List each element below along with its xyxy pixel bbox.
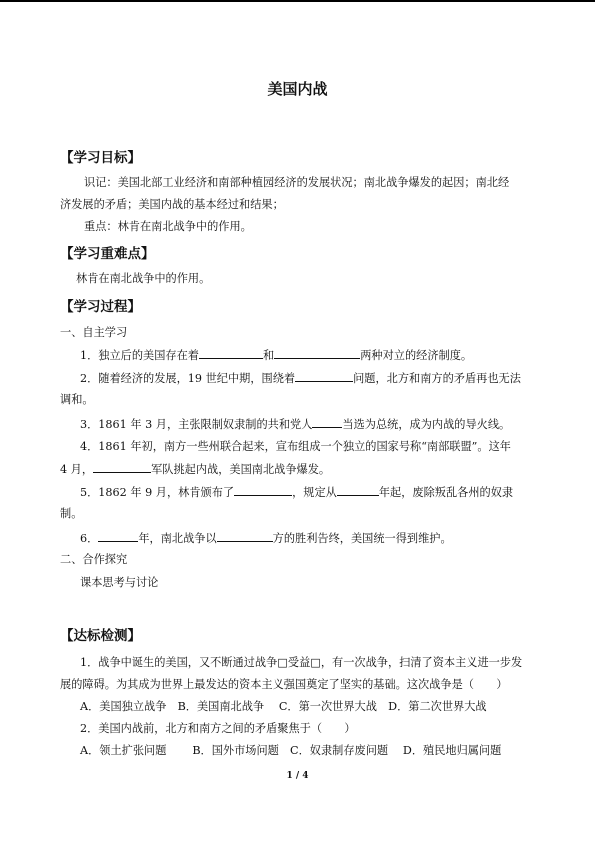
top-rule (0, 0, 595, 2)
key-text: 林肯在南北战争中的作用。 (76, 272, 211, 285)
q2-text-b: 问题，北方和南方的矛盾再也无法 (353, 372, 521, 385)
question-4: 4．1861 年初，南方一些州联合起来，宣布组成一个独立的国家号称“南部联盟”。这年 (80, 440, 511, 453)
fill-blank[interactable] (199, 347, 263, 359)
q6-text-c: 方的胜利告终，美国统一得到维护。 (272, 532, 452, 545)
q6-text-b: 年，南北战争以 (138, 532, 217, 545)
question-3 (80, 416, 510, 432)
question-1 (80, 347, 472, 363)
discussion-text: 课本思考与讨论 (80, 576, 159, 589)
test-2-question: 2．美国内战前，北方和南方之间的矛盾聚焦于（ ） (80, 722, 356, 735)
coop-label: 二、合作探究 (60, 553, 128, 566)
question-6 (80, 530, 452, 546)
goals-line-1: 识记：美国北部工业经济和南部种植园经济的发展状况；南北战争爆发的起因；南北经 (84, 176, 510, 189)
q5-text-b: ，规定从 (292, 486, 337, 499)
fill-blank[interactable] (93, 461, 151, 473)
q6-text-a: 6． (80, 532, 99, 545)
q5-text-c: 年起，废除叛乱各州的奴隶 (378, 486, 514, 499)
q1-text-b: 和 (263, 349, 275, 362)
test-1-line-2: 展的障碍。为其成为世界上最发达的资本主义强国奠定了坚实的基础。这次战争是（ ） (60, 678, 508, 691)
goals-line-2: 济发展的矛盾；美国内战的基本经过和结果； (60, 198, 284, 211)
key-heading: 【学习重难点】 (60, 246, 155, 262)
fill-blank[interactable] (234, 484, 292, 496)
q4-continuation (60, 461, 330, 477)
fill-blank[interactable] (312, 416, 342, 428)
question-5 (80, 484, 513, 500)
q5-text-a: 5．1862 年 9 月，林肯颁布了 (80, 486, 235, 499)
page-number: 1 / 4 (286, 771, 309, 781)
q3-text-a: 3．1861 年 3 月，主张限制奴隶制的共和党人 (80, 418, 313, 431)
q4-text-b: 4 月， (60, 463, 94, 476)
question-2 (80, 370, 521, 386)
test-1-line-1: 1．战争中诞生的美国，又不断通过战争□受益□，有一次战争，扫清了资本主义进一步发 (80, 656, 523, 669)
process-heading: 【学习过程】 (60, 299, 141, 315)
goals-line-3: 重点：林肯在南北战争中的作用。 (84, 220, 252, 233)
fill-blank[interactable] (217, 530, 273, 542)
q2-continuation: 调和。 (60, 393, 94, 406)
q4-text-c: 军队挑起内战，美国南北战争爆发。 (151, 463, 331, 476)
page-title: 美国内战 (267, 80, 328, 98)
q1-text-a: 1．独立后的美国存在着 (80, 349, 199, 362)
test-1-options: A．美国独立战争 B．美国南北战争 C．第一次世界大战 D．第二次世界大战 (80, 700, 487, 713)
q1-text-c: 两种对立的经济制度。 (360, 349, 473, 362)
q2-text-a: 2．随着经济的发展，19 世纪中期，围绕着 (80, 372, 296, 385)
fill-blank[interactable] (295, 370, 353, 382)
test-heading: 【达标检测】 (60, 628, 141, 644)
fill-blank[interactable] (337, 484, 379, 496)
test-2-options: A．领土扩张问题 B．国外市场问题 C．奴隶制存废问题 D．殖民地归属问题 (80, 744, 502, 757)
fill-blank[interactable] (274, 347, 360, 359)
q3-text-b: 当选为总统，成为内战的导火线。 (342, 418, 511, 431)
self-study-label: 一、自主学习 (60, 326, 128, 339)
goals-heading: 【学习目标】 (60, 150, 141, 166)
q5-continuation: 制。 (60, 507, 83, 520)
fill-blank[interactable] (98, 530, 138, 542)
